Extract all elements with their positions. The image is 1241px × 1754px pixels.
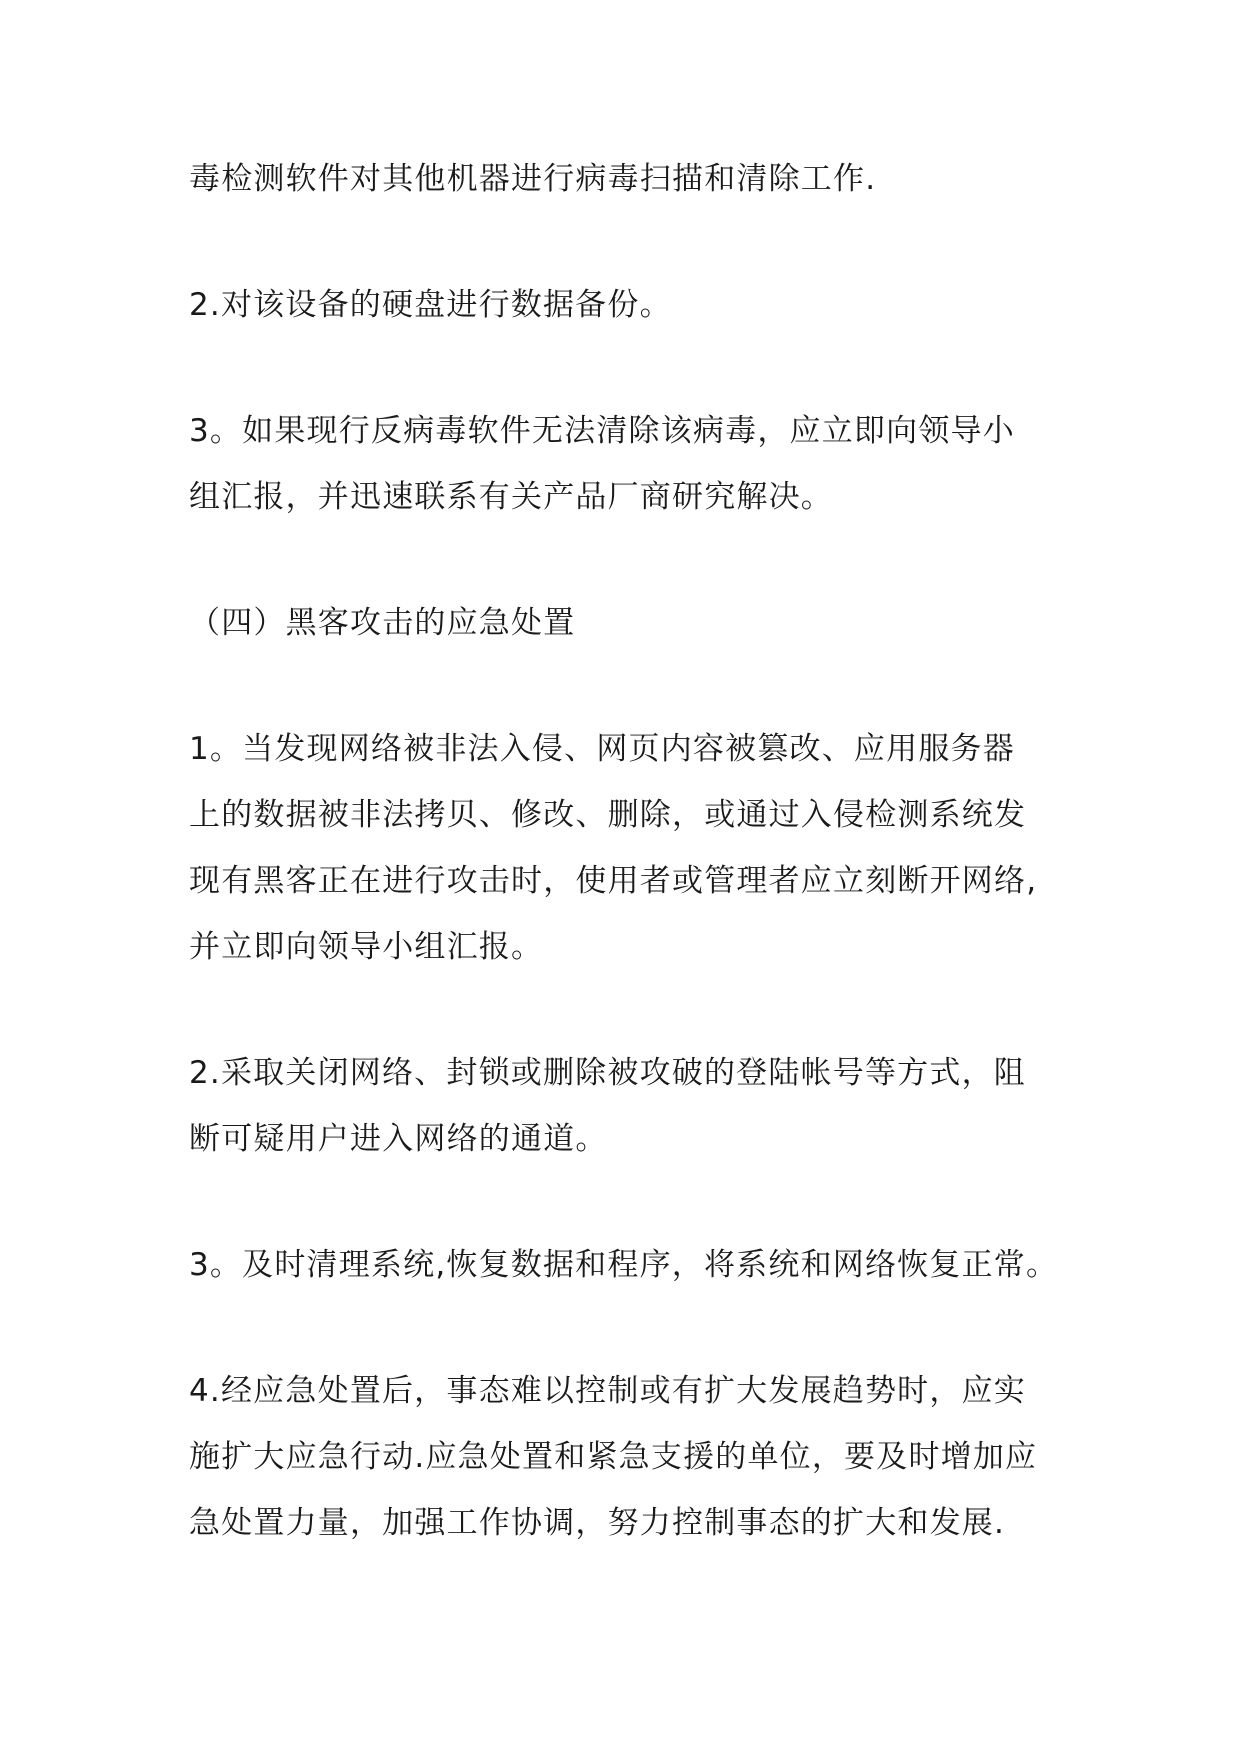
- text-line: 3。及时清理系统,恢复数据和程序，将系统和网络恢复正常。: [189, 1247, 1059, 1283]
- text-line: 现有黑客正在进行攻击时，使用者或管理者应立刻断开网络,: [189, 863, 1038, 899]
- text-line: 1。当发现网络被非法入侵、网页内容被篡改、应用服务器: [189, 731, 1015, 767]
- paragraph-report-vendor: [189, 398, 1059, 530]
- text-line: 急处置力量，加强工作协调，努力控制事态的扩大和发展.: [189, 1505, 1006, 1541]
- paragraph-restore-system: [189, 1232, 1059, 1298]
- text-line: 施扩大应急行动.应急处置和紧急支援的单位，要及时增加应: [189, 1439, 1038, 1475]
- text-line: 2.对该设备的硬盘进行数据备份。: [189, 287, 672, 323]
- paragraph-intrusion-response: [189, 716, 1059, 980]
- text-line: 2.采取关闭网络、封锁或删除被攻破的登陆帐号等方式，阻: [189, 1055, 1026, 1091]
- paragraph-block-access: [189, 1040, 1059, 1172]
- document-body: [189, 146, 1059, 1556]
- text-line: 组汇报，并迅速联系有关产品厂商研究解决。: [189, 479, 833, 515]
- paragraph-virus-scan-continuation: [189, 146, 1059, 212]
- text-line: 毒检测软件对其他机器进行病毒扫描和清除工作.: [189, 161, 877, 197]
- text-line: 断可疑用户进入网络的通道。: [189, 1121, 608, 1157]
- text-line: 并立即向领导小组汇报。: [189, 929, 544, 965]
- text-line: 4.经应急处置后，事态难以控制或有扩大发展趋势时，应实: [189, 1373, 1026, 1409]
- paragraph-escalation: [189, 1358, 1059, 1556]
- text-line: 3。如果现行反病毒软件无法清除该病毒，应立即向领导小: [189, 413, 1015, 449]
- heading-text: （四）黑客攻击的应急处置: [189, 605, 576, 641]
- text-line: 上的数据被非法拷贝、修改、删除，或通过入侵检测系统发: [189, 797, 1027, 833]
- paragraph-backup: [189, 272, 1059, 338]
- section-heading-hacker-attack: [189, 590, 1059, 656]
